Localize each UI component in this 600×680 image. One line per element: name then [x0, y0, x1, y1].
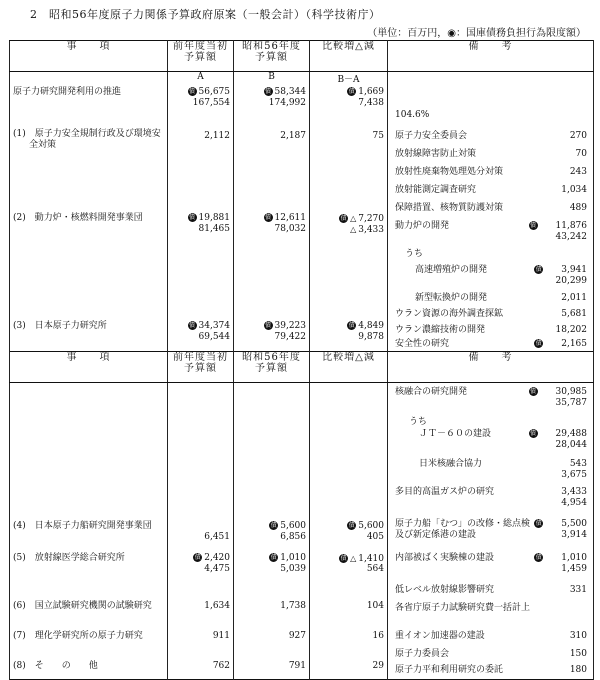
value-cur: 1,738 — [280, 601, 306, 611]
obligation-icon: 債 — [529, 388, 536, 395]
note-text: 低レベル放射線影響研究 — [395, 585, 495, 595]
col-letter-ba: B－A — [310, 72, 388, 86]
value-prev: 762 — [212, 661, 230, 671]
note-value: 310 — [569, 631, 587, 641]
note-value-obl: 11,876 — [555, 221, 587, 231]
obligation-icon: 債 — [529, 430, 536, 437]
note-text: 内部被ばく実験棟の建設 — [395, 553, 495, 563]
header-note: 備 考 — [388, 352, 594, 383]
item-label: (6) 国立試験研究機関の試験研究 — [13, 601, 152, 611]
value-prev: 4,475 — [204, 564, 230, 574]
note-value-obl: 30,985 — [555, 387, 587, 397]
note-text: うち — [409, 417, 428, 427]
obligation-icon: 債 — [529, 222, 536, 229]
value-diff: 9,878 — [358, 332, 384, 342]
obligation-icon: 債 — [340, 215, 347, 222]
value-prev: 167,554 — [192, 98, 230, 108]
note-value: 1,459 — [561, 564, 587, 574]
note-text: 原子力平和利用研究の委託 — [395, 665, 504, 675]
value-cur: 6,856 — [280, 532, 306, 542]
note-value: 1,034 — [561, 185, 587, 195]
value-prev: 69,544 — [198, 332, 230, 342]
note-value: 3,433 — [561, 487, 587, 497]
value-diff: 3,433 — [358, 225, 384, 235]
note-text: ＪＴ－６０の建設 — [419, 429, 492, 439]
value-prev-obl: 34,374 — [198, 321, 230, 331]
value-prev: 6,451 — [204, 532, 230, 542]
obligation-icon: 債 — [348, 322, 355, 329]
note-value: 243 — [569, 167, 587, 177]
value-cur-obl: 5,600 — [280, 521, 306, 531]
note-text: 多目的高温ガス炉の研究 — [395, 487, 495, 497]
value-cur: 927 — [288, 631, 306, 641]
value-diff: 104 — [366, 601, 384, 611]
header-item: 事 項 — [10, 352, 168, 383]
obligation-icon: 債 — [264, 214, 271, 221]
note-text: 104.6% — [395, 110, 430, 120]
obligation-icon: 債 — [188, 88, 195, 95]
note-text: 核融合の研究開発 — [395, 387, 468, 397]
item-label: (7) 理化学研究所の原子力研究 — [13, 631, 143, 641]
note-text: 動力炉の開発 — [395, 221, 450, 231]
item-label: (3) 日本原子力研究所 — [13, 321, 107, 331]
value-prev-obl: 19,881 — [198, 213, 230, 223]
note-text: 新型転換炉の開発 — [415, 293, 488, 303]
value-diff: 29 — [372, 661, 384, 671]
value-prev-obl: 56,675 — [198, 87, 230, 97]
page-title: 2 昭和56年度原子力関係予算政府原案（一般会計）（科学技術庁） — [30, 8, 381, 21]
note-text: 日米核融合協力 — [419, 459, 483, 469]
note-text: 保障措置、核物質防護対策 — [395, 203, 504, 213]
value-cur-obl: 1,010 — [280, 553, 306, 563]
item-label: (2) 動力炉・核燃料開発事業団 — [13, 213, 143, 223]
note-value: 35,787 — [555, 398, 587, 408]
header-cur: 昭和56年度予算額 — [234, 41, 310, 72]
obligation-icon: 債 — [535, 520, 542, 527]
value-prev: 2,112 — [204, 131, 230, 141]
note-text: 放射性廃棄物処理処分対策 — [395, 167, 504, 177]
note-value: 28,044 — [555, 440, 587, 450]
value-cur-obl: 12,611 — [274, 213, 306, 223]
value-diff-obl: 1,669 — [358, 87, 384, 97]
header-item: 事 項 — [10, 41, 168, 72]
value-cur-obl: 58,344 — [274, 87, 306, 97]
note-text: 原子力安全委員会 — [395, 131, 468, 141]
note-text: 安全性の研究 — [395, 339, 450, 349]
value-cur: 5,039 — [280, 564, 306, 574]
obligation-icon: 債 — [194, 554, 201, 561]
header-cur: 昭和56年度予算額 — [234, 352, 310, 383]
note-text: 各省庁原子力試験研究費一括計上 — [395, 603, 531, 613]
value-diff: 405 — [366, 532, 384, 542]
col-letter-a: A — [168, 72, 234, 86]
value-diff-obl: 4,849 — [358, 321, 384, 331]
item-label: (8) そ の 他 — [13, 661, 98, 671]
value-prev: 1,634 — [204, 601, 230, 611]
note-value: 3,675 — [561, 470, 587, 480]
note-text: 放射能測定調査研究 — [395, 185, 477, 195]
value-prev: 911 — [212, 631, 230, 641]
header-prev: 前年度当初予算額 — [168, 352, 234, 383]
col-letter-b: B — [234, 72, 310, 86]
note-text: ウラン濃縮技術の開発 — [395, 325, 486, 335]
obligation-icon: 債 — [270, 554, 277, 561]
decrease-icon: △ — [350, 225, 357, 234]
section1-body — [10, 85, 594, 352]
value-diff: 564 — [366, 564, 384, 574]
note-value: 489 — [569, 203, 587, 213]
item-label: 原子力研究開発利用の推進 — [13, 87, 122, 97]
header-diff: 比較増△減 — [310, 352, 388, 383]
value-cur: 78,032 — [274, 224, 306, 234]
value-cur: 79,422 — [274, 332, 306, 342]
note-text: 重イオン加速器の建設 — [395, 631, 485, 641]
obligation-icon: 債 — [535, 340, 542, 347]
obligation-icon: 債 — [264, 88, 271, 95]
note-value-obl: 1,010 — [561, 553, 587, 563]
header-prev: 前年度当初予算額 — [168, 41, 234, 72]
value-diff-obl: 5,600 — [358, 521, 384, 531]
section2-body — [10, 383, 594, 680]
obligation-icon: 債 — [348, 88, 355, 95]
note-text: 原子力委員会 — [395, 649, 450, 659]
note-text: ウラン資源の海外調査探鉱 — [395, 309, 504, 319]
note-value: 4,954 — [561, 498, 587, 508]
note-text: 放射線障害防止対策 — [395, 149, 477, 159]
value-diff: 7,438 — [358, 98, 384, 108]
note-value: 543 — [569, 459, 587, 469]
header-diff: 比較増△減 — [310, 41, 388, 72]
column-letters — [10, 72, 594, 86]
note-text: うち — [405, 249, 424, 259]
header-note: 備 考 — [388, 41, 594, 72]
note-value-obl: 29,488 — [555, 429, 587, 439]
value-prev: 81,465 — [198, 224, 230, 234]
value-diff: 75 — [372, 131, 384, 141]
obligation-icon: 債 — [270, 522, 277, 529]
note-value: 180 — [569, 665, 587, 675]
value-cur-obl: 39,223 — [274, 321, 306, 331]
note-text: 高速増殖炉の開発 — [415, 265, 488, 275]
note-value: 331 — [569, 585, 587, 595]
note-value: 3,914 — [561, 530, 587, 540]
table-header — [10, 41, 594, 72]
obligation-icon: 債 — [348, 522, 355, 529]
note-value: 270 — [569, 131, 587, 141]
note-value: 150 — [569, 649, 587, 659]
note-value: 20,299 — [555, 276, 587, 286]
obligation-icon: 債 — [188, 322, 195, 329]
note-value: 70 — [575, 149, 587, 159]
obligation-icon: 債 — [535, 266, 542, 273]
value-cur: 174,992 — [268, 98, 306, 108]
note-value: 5,681 — [561, 309, 587, 319]
value-cur: 791 — [288, 661, 306, 671]
obligation-icon: 債 — [535, 554, 542, 561]
obligation-icon: 債 — [188, 214, 195, 221]
obligation-icon: 債 — [340, 555, 347, 562]
decrease-icon: △ — [350, 214, 357, 223]
decrease-icon: △ — [350, 554, 357, 563]
obligation-icon: 債 — [264, 322, 271, 329]
item-label: (5) 放射線医学総合研究所 — [13, 553, 125, 563]
unit-note: （単位：百万円，◉：国庫債務負担行為限度額） — [367, 28, 586, 39]
value-diff: 16 — [372, 631, 384, 641]
note-value-obl: 3,941 — [561, 265, 587, 275]
note-text: 原子力船「むつ」の改修・総点検及び新定係港の建設 — [395, 519, 531, 540]
note-value-obl: 5,500 — [561, 519, 587, 529]
note-value: 18,202 — [555, 325, 587, 335]
value-cur: 2,187 — [280, 131, 306, 141]
budget-table — [9, 40, 594, 680]
table-header-repeat — [10, 352, 594, 383]
value-prev-obl: 2,420 — [204, 553, 230, 563]
note-value: 43,242 — [555, 232, 587, 242]
note-value-obl: 2,165 — [561, 339, 587, 349]
value-diff-obl: 7,270 — [358, 214, 384, 224]
note-value: 2,011 — [561, 293, 587, 303]
item-label: (1) 原子力安全規制行政及び環境安全対策 — [13, 129, 161, 150]
item-label: (4) 日本原子力船研究開発事業団 — [13, 521, 152, 531]
value-diff-obl: 1,410 — [358, 554, 384, 564]
